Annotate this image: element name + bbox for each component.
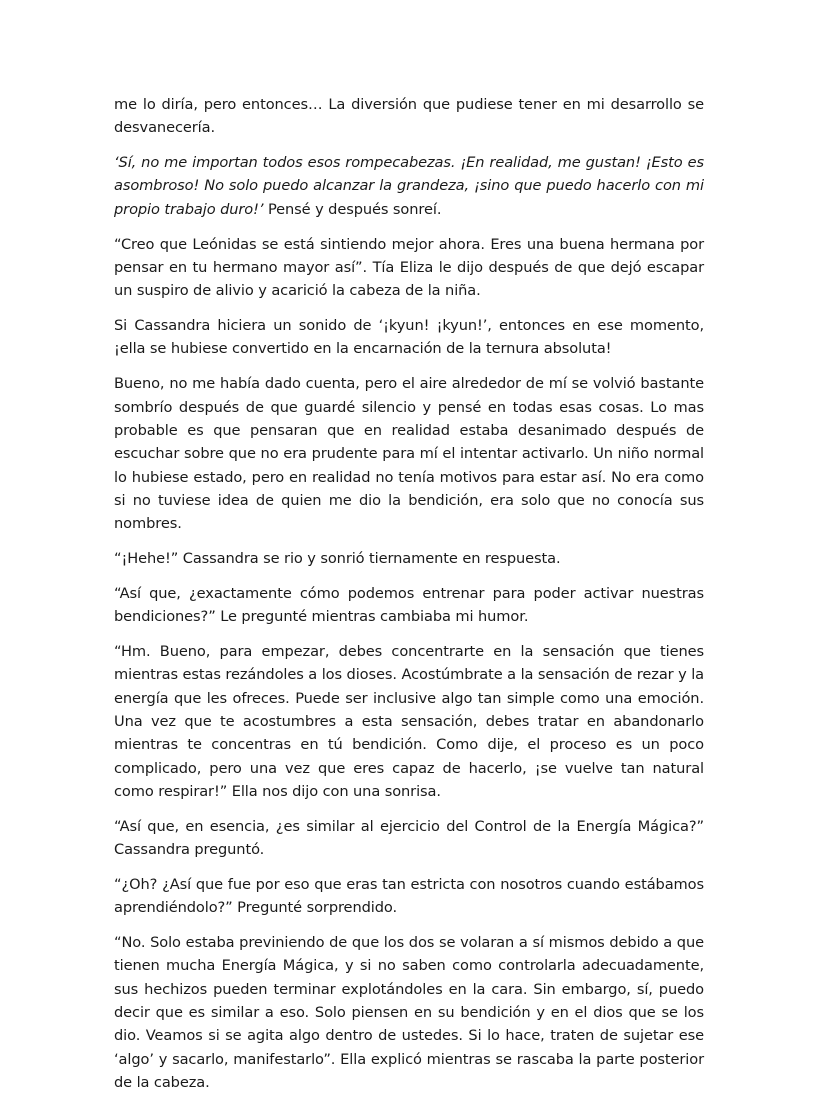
paragraph-text: Bueno, no me había dado cuenta, pero el aire alrededor de mí se volvió bastante sombrío después de que guardé silencio y pensé en todas esas cosas. Lo mas probable es que pensaran que en realidad estaba desanimado después de escuchar sobre que no era prudente para mí el intentar activarlo. Un niño normal lo hubiese estado, pero en realidad no tenía motivos para estar así. No era como si no tuviese idea de quien me dio la bendición, era solo que no conocía sus nombres. xyxy=(114,375,704,533)
paragraph-text: me lo diría, pero entonces… La diversión que pudiese tener en mi desarrollo se desvanecería. xyxy=(114,96,704,137)
paragraph-text: “Así que, en esencia, ¿es similar al ejercicio del Control de la Energía Mágica?” Cassandra preguntó. xyxy=(114,817,704,859)
paragraph-text: “Así que, ¿exactamente cómo podemos entrenar para poder activar nuestras bendiciones?” Le pregunté mientras cambiaba mi humor. xyxy=(114,584,704,626)
paragraph xyxy=(114,873,704,920)
paragraph-text: “¿Oh? ¿Así que fue por eso que eras tan estricta con nosotros cuando estábamos aprendiéndolo?” Pregunté sorprendido. xyxy=(114,875,704,917)
paragraph xyxy=(114,815,704,862)
paragraph xyxy=(114,640,704,803)
paragraph-text: Si Cassandra hiciera un sonido de ‘¡kyun! ¡kyun!’, entonces en ese momento, ¡ella se hubiese convertido en la encarnación de la ternura absoluta! xyxy=(114,317,704,358)
paragraph-text: “Creo que Leónidas se está sintiendo mejor ahora. Eres una buena hermana por pensar en tu hermano mayor así”. Tía Eliza le dijo después de que dejó escapar un suspiro de alivio y acarició la cabeza de la niña. xyxy=(114,235,704,300)
paragraph-text: Pensé y después sonreí. xyxy=(263,200,442,218)
paragraph xyxy=(114,372,704,535)
document-body xyxy=(114,93,704,1106)
paragraph xyxy=(114,93,704,140)
paragraph-text: “Hm. Bueno, para empezar, debes concentrarte en la sensación que tienes mientras estas rezándoles a los dioses. Acostúmbrate a la sensación de rezar y la energía que les ofreces. Puede ser inclusive algo tan simple como una emoción. Una vez que te acostumbres a esta sensación, debes tratar en abandonarlo mientras te concentras en tú bendición. Como dije, el proceso es un poco complicado, pero una vez que eres capaz de hacerlo, ¡se vuelve tan natural como respirar!” Ella nos dijo con una sonrisa. xyxy=(114,643,704,800)
paragraph-text: “No. Solo estaba previniendo de que los dos se volaran a sí mismos debido a que tienen mucha Energía Mágica, y si no saben como controlarla adecuadamente, sus hechizos pueden terminar explotándoles en la cara. Sin embargo, sí, puedo decir que es similar a eso. Solo piensen en su bendición y en el dios que se los dio. Veamos si se agita algo dentro de ustedes. Si lo hace, traten de sujetar ese ‘algo’ y sacarlo, manifestarlo”. Ella explicó mientras se rascaba la parte posterior de la cabeza. xyxy=(114,934,704,1091)
paragraph xyxy=(114,314,704,361)
italic-thought-text: ‘Sí, no me importan todos esos rompecabezas. ¡En realidad, me gustan! ¡Esto es asombroso! No solo puedo alcanzar la grandeza, ¡sino que puedo hacerlo con mi propio trabajo duro!’ xyxy=(114,154,704,218)
paragraph-italic-thought xyxy=(114,151,704,221)
paragraph xyxy=(114,931,704,1094)
paragraph xyxy=(114,547,704,570)
paragraph xyxy=(114,233,704,303)
paragraph xyxy=(114,582,704,629)
paragraph-text: “¡Hehe!” Cassandra se rio y sonrió tiernamente en respuesta. xyxy=(114,550,561,568)
